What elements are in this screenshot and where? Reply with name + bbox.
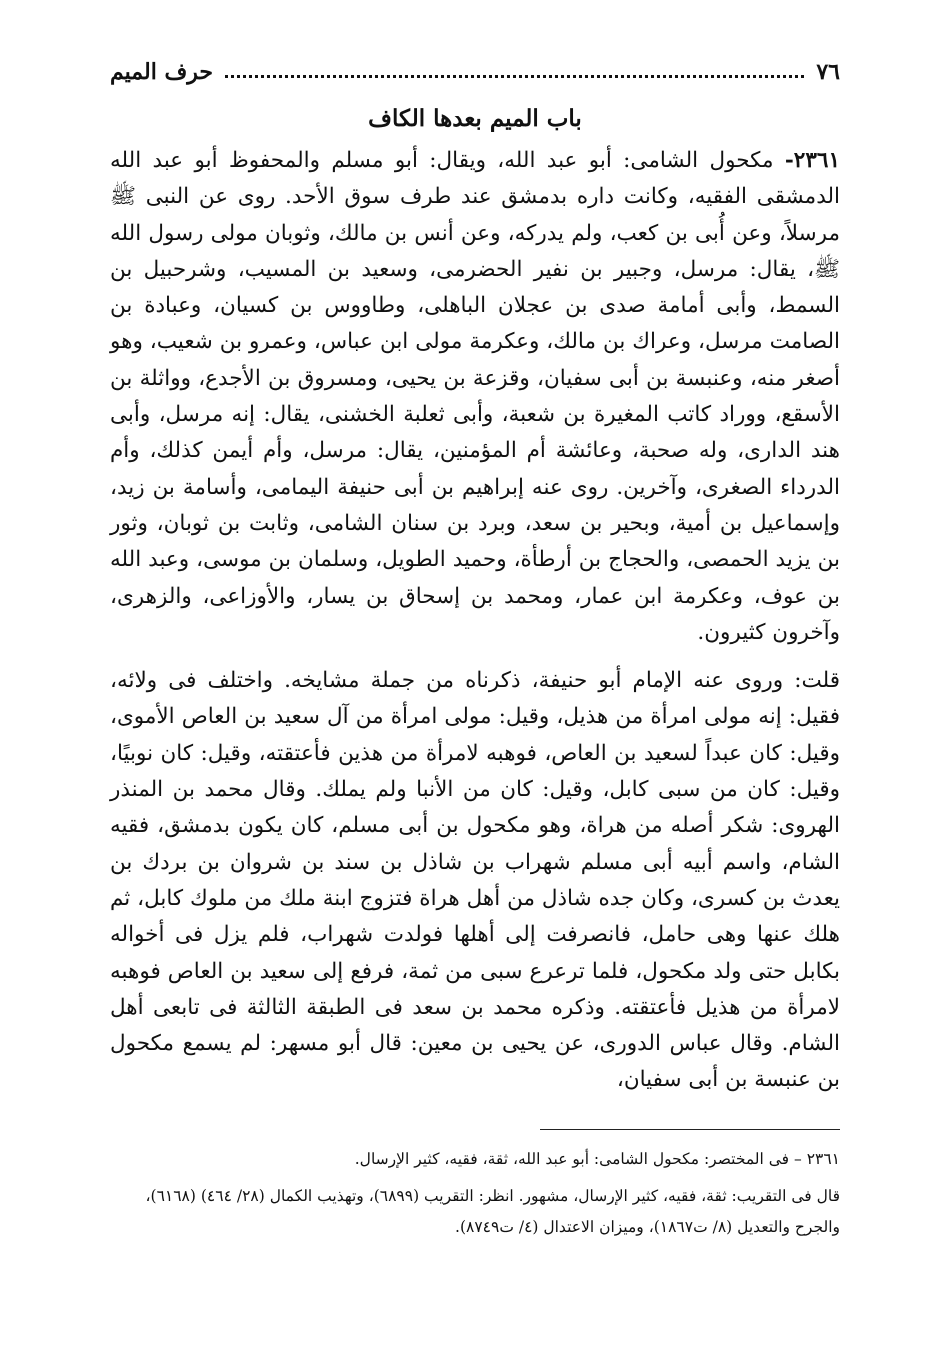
footnote-2: قال فى التقريب: ثقة، فقيه، كثير الإرسال، مشهور. انظر: التقريب (٦٨٩٩)، وتهذيب الكمال (٢٨/ ٤٦٤) (٦١٦٨)، والجرح والتعديل (٨/ ت١٨٦٧)، وميزان الاعتدال (٤/ ت٨٧٤٩). (145, 1186, 840, 1236)
footnotes (110, 1144, 840, 1243)
entry-text: مكحول الشامى: أبو عبد الله، ويقال: أبو مسلم والمحفوظ أبو عبد الله الدمشقى الفقيه، وكانت داره بدمشق عند طرف سوق الأحد. روى عن النبى ﷺ مرسلاً، وعن أُبى بن كعب، ولم يدركه، وعن أنس بن مالك، وثوبان مولى رسول الله ﷺ، يقال: مرسل، وجبير بن نفير الحضرمى، وسعيد بن المسيب، وشرحبيل بن السمط، وأبى أمامة صدى بن عجلان الباهلى، وطاووس بن كسيان، وعبادة بن الصامت مرسل، وعراك بن مالك، وعكرمة مولى ابن عباس، وعمرو بن شعيب، وهو أصغر منه، وعنبسة بن أبى سفيان، وقزعة بن يحيى، ومسروق بن الأجدع، وواثلة بن الأسقع، ووراد كاتب المغيرة بن شعبة، وأبى ثعلبة الخشنى، يقال: إنه مرسل، وأبى هند الدارى، وله صحبة، وعائشة أم المؤمنين، يقال: مرسل، وأم أيمن كذلك، وأم الدرداء الصغرى، وآخرين. روى عنه إبراهيم بن أبى حنيفة اليمامى، وأسامة بن زيد، وإسماعيل بن أمية، وبحير بن سعد، وبرد بن سنان الشامى، وثابت بن ثوبان، وثور بن يزيد الحمصى، والحجاج بن أرطأة، وحميد الطويل، وسلمان بن موسى، وعبد الله بن عوف، وعكرمة ابن عمار، ومحمد بن إسحاق بن يسار، والأوزاعى، والزهرى، وآخرون كثيرون. (110, 148, 840, 645)
entry-number: ٢٣٦١- (784, 148, 840, 173)
entry-paragraph (110, 143, 840, 651)
page-number: ٧٦ (816, 59, 840, 85)
leader-dots (225, 75, 804, 78)
book-page (110, 55, 840, 1243)
section-title: باب الميم بعدها الكاف (368, 105, 582, 132)
note-paragraph: قلت: وروى عنه الإمام أبو حنيفة، ذكرناه من جملة مشايخه. واختلف فى ولائه، فقيل: إنه مولى امرأة من هذيل، وقيل: مولى امرأة من آل سعيد بن العاص الأموى، وقيل: كان عبداً لسعيد بن العاص، فوهبه لامرأة من هذين فأعتقته، وقيل: كان نوبيًا، وقيل: كان من سبى كابل، وقيل: كان من الأنبا ولم يملك. وقال محمد بن المنذر الهروى: شكر أصله من هراة، وهو مكحول بن أبى مسلم، كان يكون بدمشق، فقيه الشام، واسم أبيه أبى مسلم شهراب بن شاذل بن سند بن شروان بن بردك بن يعدث بن كسرى، وكان جده شاذل من أهل هراة فتزوج ابنة ملك من ملوك كابل، ثم هلك عنها وهى حامل، فانصرفت إلى أهلها فولدت شهراب، فلم يزل فى أخواله بكابل حتى ولد مكحول، فلما ترعرع سبى من ثمة، فرفع إلى سعيد بن العاص فوهبه لامرأة من هذيل فأعتقته. وذكره محمد بن سعد فى الطبقة الثالثة فى تابعى أهل الشام. وقال عباس الدورى، عن يحيى بن معين: قال أبو مسهر: لم يسمع مكحول بن عنبسة بن أبى سفيان، (110, 668, 840, 1093)
running-title: حرف الميم (110, 59, 214, 85)
running-header (110, 55, 840, 89)
footnote-separator (540, 1129, 840, 1130)
footnote-1: ٢٣٦١ – فى المختصر: مكحول الشامى: أبو عبد الله، ثقة، فقيه، كثير الإرسال. (354, 1149, 840, 1168)
